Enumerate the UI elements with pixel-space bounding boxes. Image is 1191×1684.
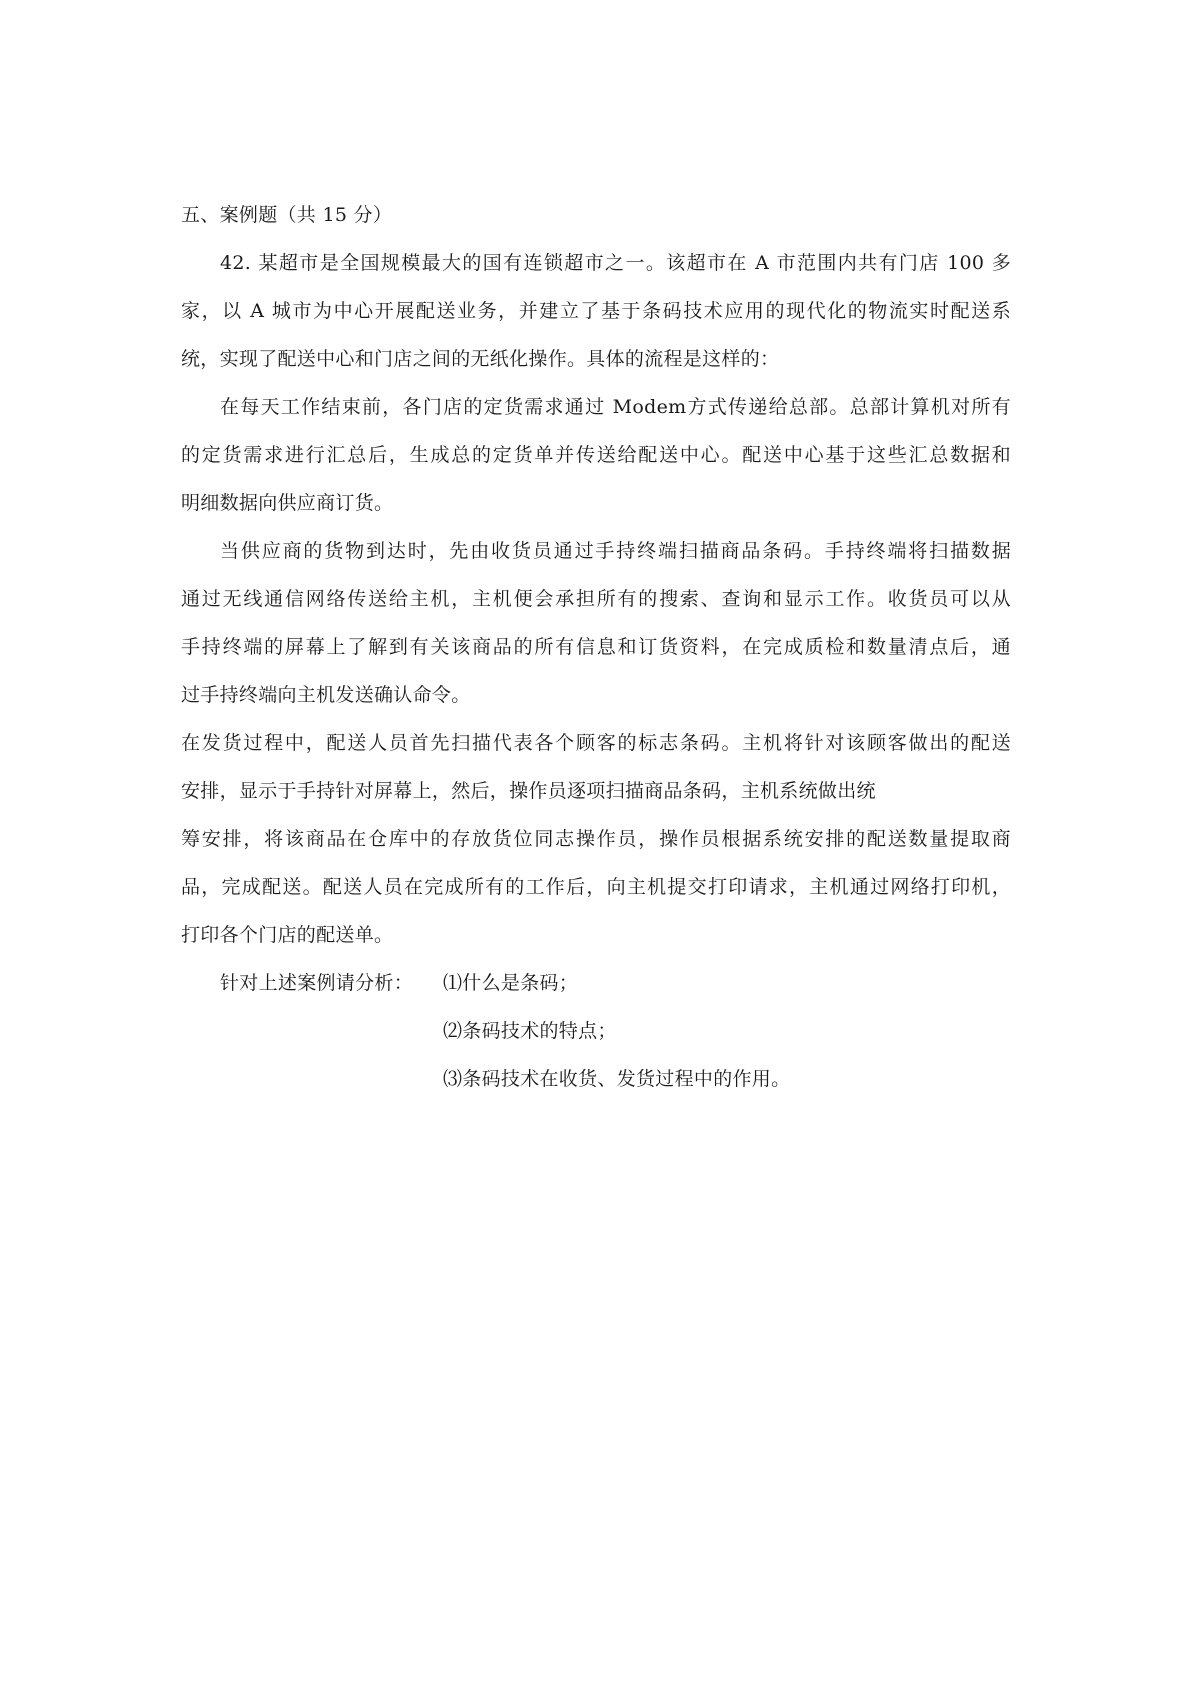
paragraph-line: 统，实现了配送中心和门店之间的无纸化操作。具体的流程是这样的： bbox=[181, 348, 780, 370]
sub-question-2: ⑵条码技术的特点； bbox=[443, 1020, 617, 1042]
paragraph-line: 当供应商的货物到达时，先由收货员通过手持终端扫描商品条码。手持终端将扫描数据 bbox=[220, 540, 1011, 562]
paragraph-line: 在每天工作结束前，各门店的定货需求通过 Modem方式传递给总部。总部计算机对所有 bbox=[220, 396, 1011, 418]
paragraph-line: 明细数据向供应商订货。 bbox=[181, 492, 394, 514]
analysis-prompt: 针对上述案例请分析： bbox=[220, 972, 414, 994]
paragraph-line: 筹安排，将该商品在仓库中的存放货位同志操作员，操作员根据系统安排的配送数量提取商 bbox=[181, 828, 1011, 850]
paragraph-line: 手持终端的屏幕上了解到有关该商品的所有信息和订货资料，在完成质检和数量清点后，通 bbox=[181, 636, 1011, 658]
paragraph-line: 在发货过程中，配送人员首先扫描代表各个顾客的标志条码。主机将针对该顾客做出的配送 bbox=[181, 732, 1011, 754]
paragraph-line: 品，完成配送。配送人员在完成所有的工作后，向主机提交打印请求，主机通过网络打印机， bbox=[181, 876, 1011, 898]
sub-question-3: ⑶条码技术在收货、发货过程中的作用。 bbox=[443, 1068, 791, 1090]
paragraph-line: 家，以 A 城市为中心开展配送业务，并建立了基于条码技术应用的现代化的物流实时配送系 bbox=[181, 300, 1011, 322]
paragraph-line: 通过无线通信网络传送给主机，主机便会承担所有的搜索、查询和显示工作。收货员可以从 bbox=[181, 588, 1011, 610]
sub-question-1: ⑴什么是条码； bbox=[443, 972, 579, 994]
paragraph-line: 的定货需求进行汇总后，生成总的定货单并传送给配送中心。配送中心基于这些汇总数据和 bbox=[181, 444, 1011, 466]
paragraph-line: 42. 某超市是全国规模最大的国有连锁超市之一。该超市在 A 市范围内共有门店 100 多 bbox=[220, 252, 1011, 274]
section-heading: 五、案例题（共 15 分） bbox=[181, 204, 393, 226]
paragraph-line: 打印各个门店的配送单。 bbox=[181, 924, 394, 946]
paragraph-line: 过手持终端向主机发送确认命令。 bbox=[181, 684, 471, 706]
paragraph-line: 安排，显示于手持针对屏幕上，然后，操作员逐项扫描商品条码，主机系统做出统 bbox=[181, 780, 876, 802]
